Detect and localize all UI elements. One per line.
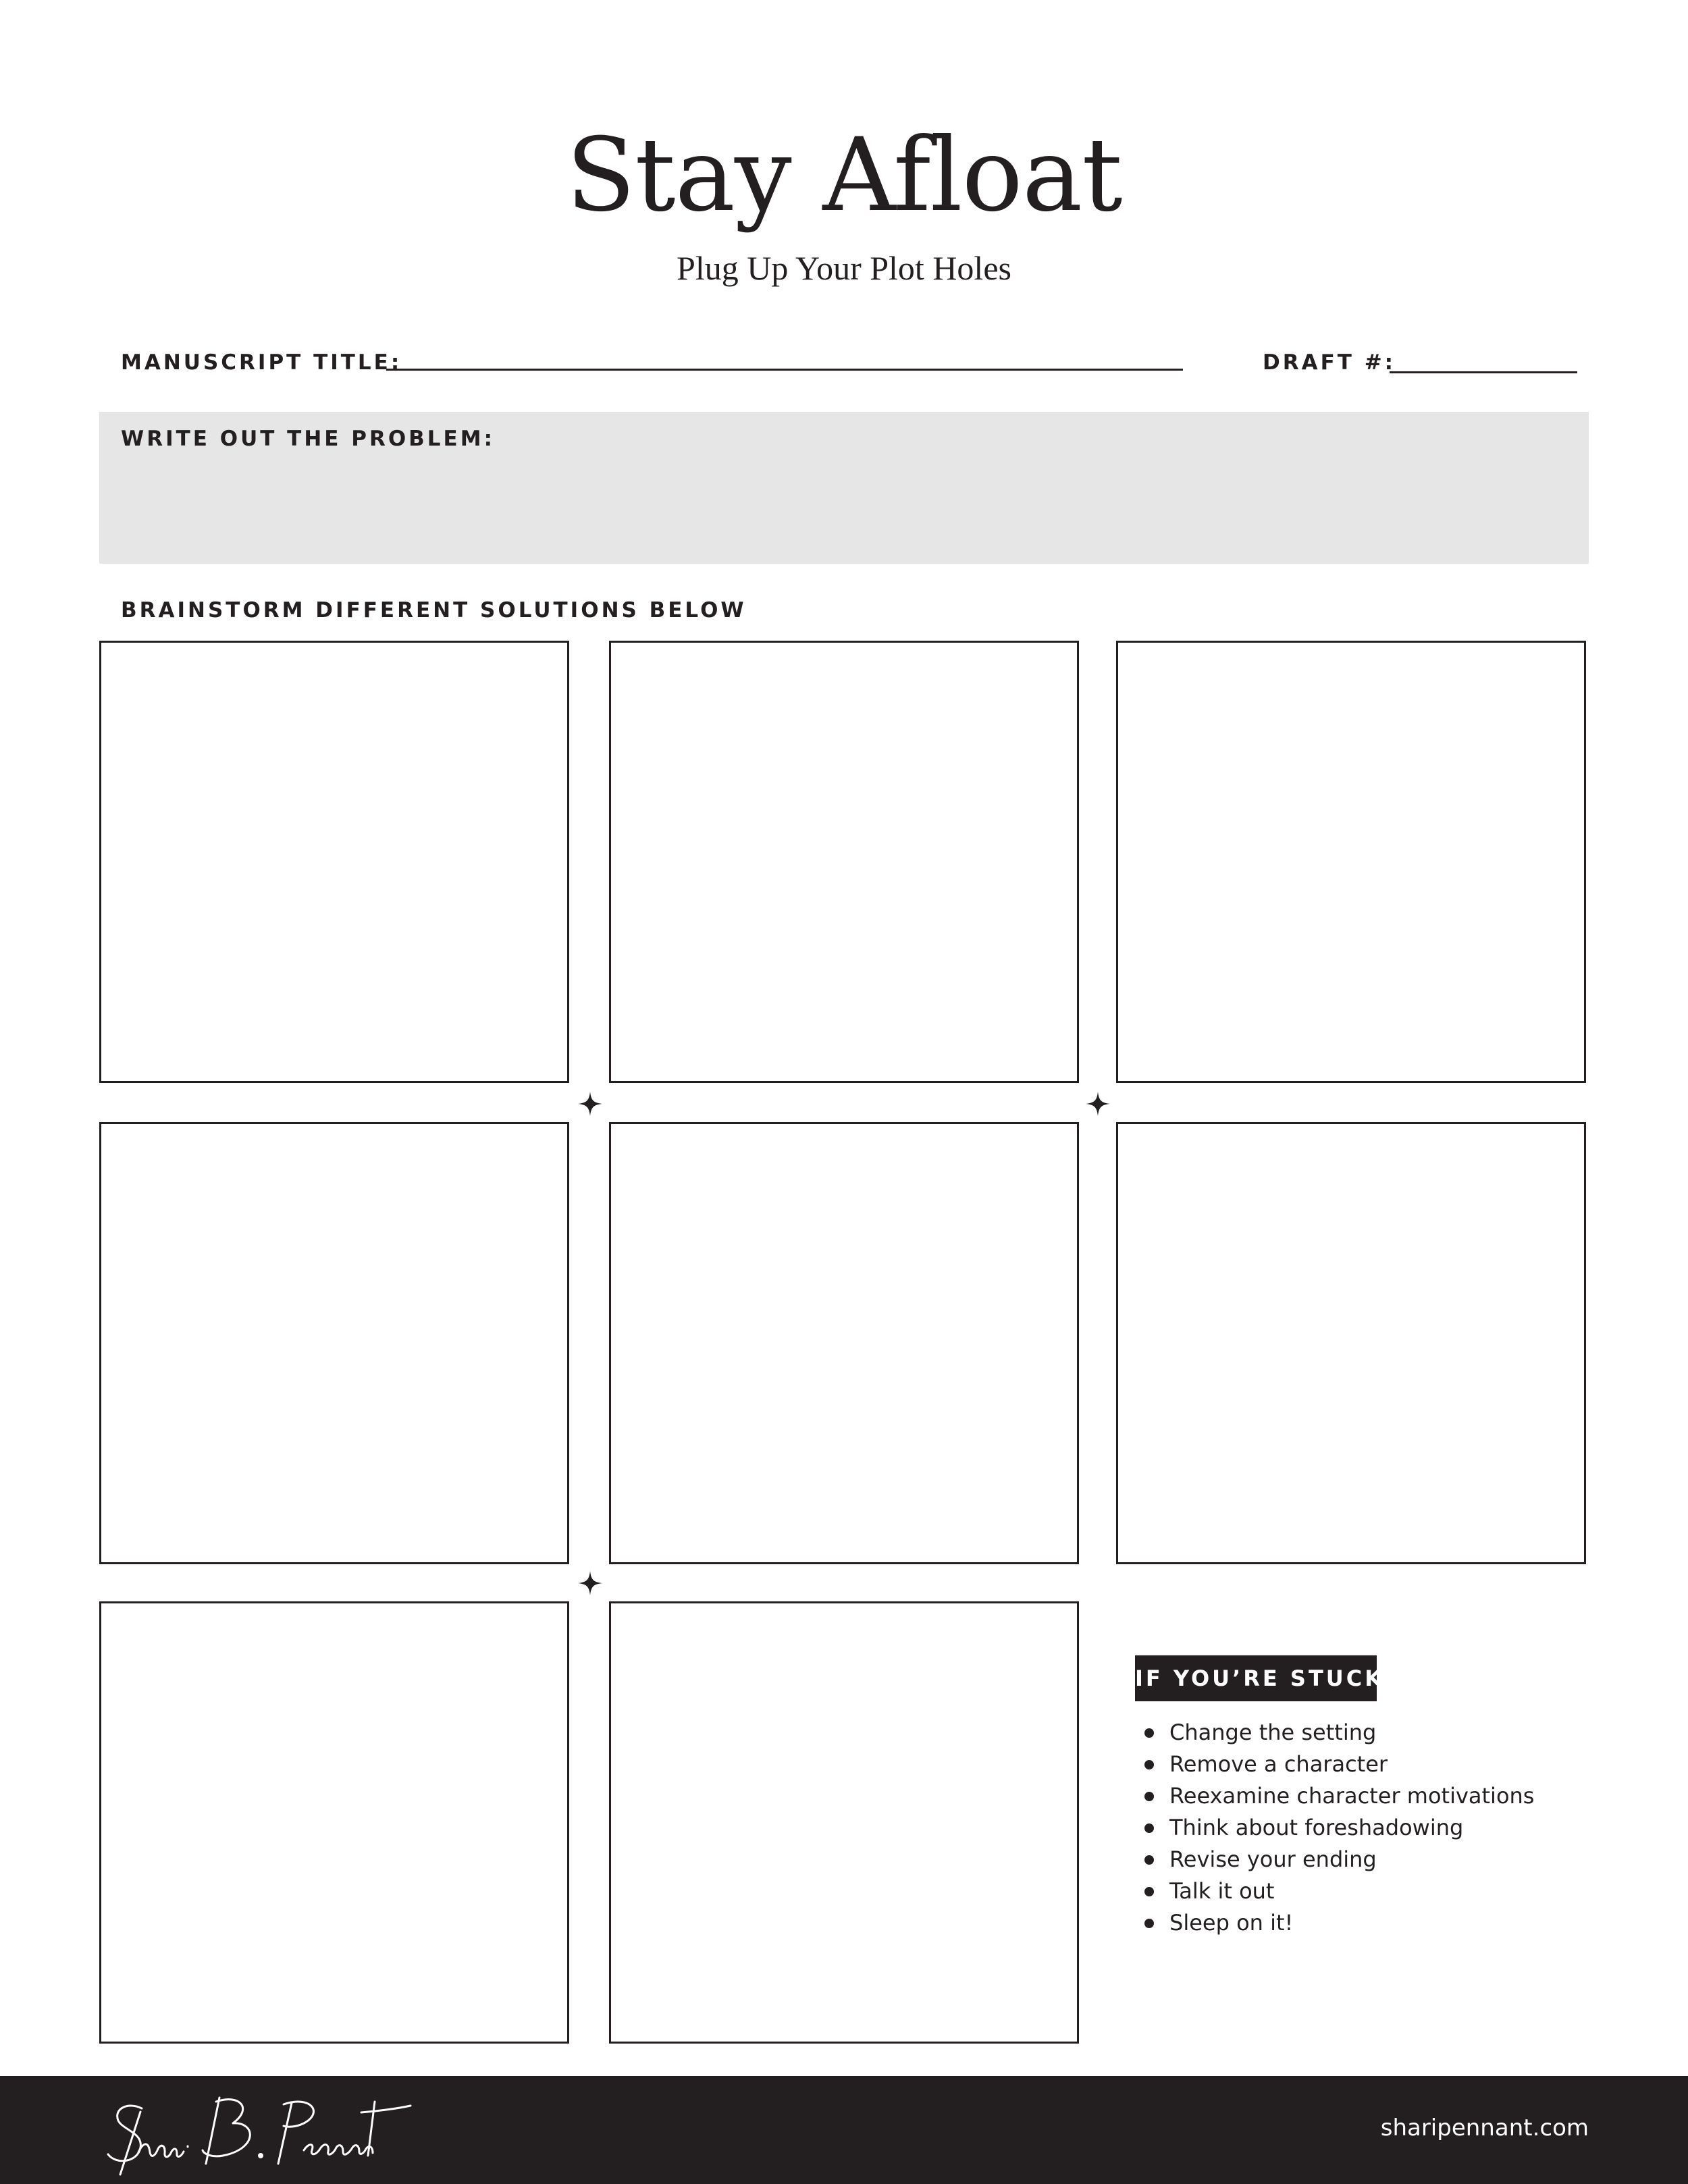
- bullet-icon: [1144, 1887, 1154, 1896]
- tip-text: Remove a character: [1169, 1751, 1388, 1777]
- tip-text: Sleep on it!: [1169, 1910, 1294, 1936]
- list-item: [1144, 1780, 1534, 1812]
- solution-box-7[interactable]: [99, 1601, 569, 2044]
- bullet-icon: [1144, 1728, 1154, 1738]
- list-item: [1144, 1907, 1534, 1939]
- tip-text: Revise your ending: [1169, 1846, 1377, 1872]
- draft-number-field[interactable]: [1390, 371, 1577, 373]
- tip-text: Reexamine character motivations: [1169, 1783, 1535, 1809]
- solution-box-6[interactable]: [1116, 1122, 1586, 1564]
- manuscript-title-field[interactable]: [386, 369, 1183, 371]
- manuscript-title-label: MANUSCRIPT TITLE:: [121, 350, 402, 375]
- bullet-icon: [1144, 1855, 1154, 1865]
- stuck-badge: IF YOU’RE STUCK:: [1135, 1655, 1377, 1701]
- sparkle-icon: [578, 1092, 602, 1116]
- problem-label: WRITE OUT THE PROBLEM:: [121, 427, 495, 451]
- bullet-icon: [1144, 1760, 1154, 1769]
- list-item: [1144, 1875, 1534, 1907]
- bullet-icon: [1144, 1792, 1154, 1801]
- list-item: [1144, 1749, 1534, 1780]
- signature-logo: [101, 2088, 412, 2176]
- list-item: [1144, 1717, 1534, 1749]
- tips-list: [1144, 1717, 1534, 1939]
- page-title: Stay Afloat: [566, 117, 1122, 234]
- tip-text: Think about foreshadowing: [1169, 1815, 1464, 1840]
- solution-box-5[interactable]: [609, 1122, 1079, 1564]
- solution-box-2[interactable]: [609, 641, 1079, 1083]
- page-subtitle: Plug Up Your Plot Holes: [677, 249, 1011, 287]
- tip-text: Change the setting: [1169, 1720, 1377, 1745]
- bullet-icon: [1144, 1919, 1154, 1928]
- solution-box-1[interactable]: [99, 641, 569, 1083]
- problem-area[interactable]: [99, 412, 1589, 564]
- sparkle-icon: [578, 1571, 602, 1595]
- draft-number-label: DRAFT #:: [1263, 350, 1396, 375]
- footer: [0, 2076, 1688, 2184]
- solution-box-3[interactable]: [1116, 641, 1586, 1083]
- sparkle-icon: [1086, 1092, 1110, 1116]
- bullet-icon: [1144, 1823, 1154, 1833]
- solution-box-8[interactable]: [609, 1601, 1079, 2044]
- list-item: [1144, 1812, 1534, 1844]
- website-link[interactable]: sharipennant.com: [1380, 2114, 1589, 2141]
- solution-box-4[interactable]: [99, 1122, 569, 1564]
- list-item: [1144, 1844, 1534, 1875]
- tip-text: Talk it out: [1169, 1878, 1275, 1904]
- brainstorm-label: BRAINSTORM DIFFERENT SOLUTIONS BELOW: [121, 598, 747, 622]
